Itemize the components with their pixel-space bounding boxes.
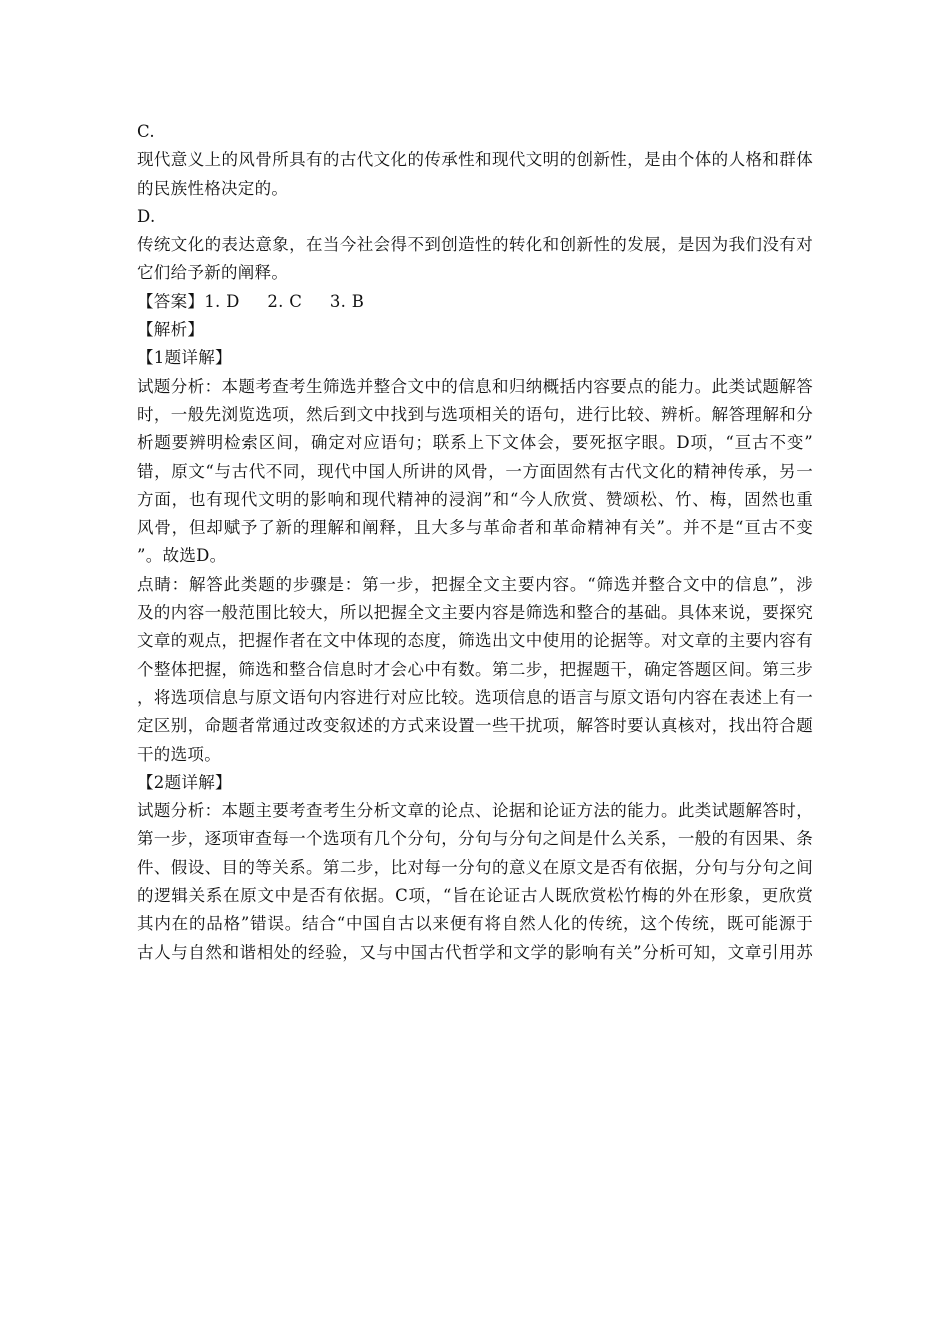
q2-analysis-line-5: 其内在的品格”错误。结合“中国自古以来便有将自然人化的传统，这个传统，既可能源于 <box>137 914 813 934</box>
option-d-label: D. <box>137 206 156 226</box>
q1-analysis-line-6: 风骨，但却赋予了新的理解和阐释，且大多与革命者和革命精神有关”。并不是“亘古不变 <box>137 518 813 538</box>
q1-heading: 【1题详解】 <box>137 348 232 368</box>
q1-tip-line-7: 干的选项。 <box>137 744 221 764</box>
q2-analysis-line-2: 第一步，逐项审查每一个选项有几个分句，分句与分句之间是什么关系，一般的有因果、条 <box>137 829 813 849</box>
q2-heading: 【2题详解】 <box>137 772 232 792</box>
option-c-text-line-2: 的民族性格决定的。 <box>137 178 289 198</box>
q1-analysis-line-1: 试题分析：本题考查考生筛选并整合文中的信息和归纳概括内容要点的能力。此类试题解答 <box>137 376 813 396</box>
q2-analysis-line-6: 古人与自然和谐相处的经验，又与中国古代哲学和文学的影响有关”分析可知，文章引用苏 <box>137 942 813 962</box>
q1-analysis-line-5: 方面，也有现代文明的影响和现代精神的浸润”和“今人欣赏、赞颂松、竹、梅，固然也重 <box>137 489 813 509</box>
q2-analysis-line-3: 件、假设、目的等关系。第二步，比对每一分句的意义在原文是否有依据，分句与分句之间 <box>137 857 813 877</box>
q1-tip-line-3: 文章的观点，把握作者在文中体现的态度，筛选出文中使用的论据等。对文章的主要内容有 <box>137 631 813 651</box>
analysis-heading: 【解析】 <box>137 320 205 340</box>
document-page <box>137 118 813 967</box>
q1-tip-line-1: 点睛：解答此类题的步骤是：第一步，把握全文主要内容。“筛选并整合文中的信息”，涉 <box>137 574 813 594</box>
q1-analysis-line-4: 错，原文“与古代不同，现代中国人所讲的风骨，一方面固然有古代文化的精神传承，另一 <box>137 461 813 481</box>
q2-analysis-line-4: 的逻辑关系在原文中是否有依据。C项，“旨在论证古人既欣赏松竹梅的外在形象，更欣赏 <box>137 886 813 906</box>
option-c-label: C. <box>137 122 155 141</box>
q2-analysis-line-1: 试题分析：本题主要考查考生分析文章的论点、论据和论证方法的能力。此类试题解答时， <box>137 801 813 821</box>
answer-line: 【答案】1. D 2. C 3. B <box>137 291 365 311</box>
q1-analysis-line-2: 时，一般先浏览选项，然后到文中找到与选项相关的语句，进行比较、辨析。解答理解和分 <box>137 404 813 424</box>
option-d-text-line-2: 它们给予新的阐释。 <box>137 263 289 283</box>
q1-tip-line-5: ，将选项信息与原文语句内容进行对应比较。选项信息的语言与原文语句内容在表述上有一 <box>137 687 813 707</box>
option-d-text-line-1: 传统文化的表达意象，在当今社会得不到创造性的转化和创新性的发展，是因为我们没有对 <box>137 235 813 255</box>
option-c-text-line-1: 现代意义上的风骨所具有的古代文化的传承性和现代文明的创新性，是由个体的人格和群体 <box>137 150 813 170</box>
q1-tip-line-2: 及的内容一般范围比较大，所以把握全文主要内容是筛选和整合的基础。具体来说，要探究 <box>137 603 813 623</box>
q1-analysis-line-7: ”。故选D。 <box>137 546 227 566</box>
q1-tip-line-4: 个整体把握，筛选和整合信息时才会心中有数。第二步，把握题干，确定答题区间。第三步 <box>137 659 813 679</box>
q1-tip-line-6: 定区别，命题者常通过改变叙述的方式来设置一些干扰项，解答时要认真核对，找出符合题 <box>137 716 813 736</box>
q1-analysis-line-3: 析题要辨明检索区间，确定对应语句；联系上下文体会，要死抠字眼。D项，“亘古不变” <box>137 433 813 453</box>
